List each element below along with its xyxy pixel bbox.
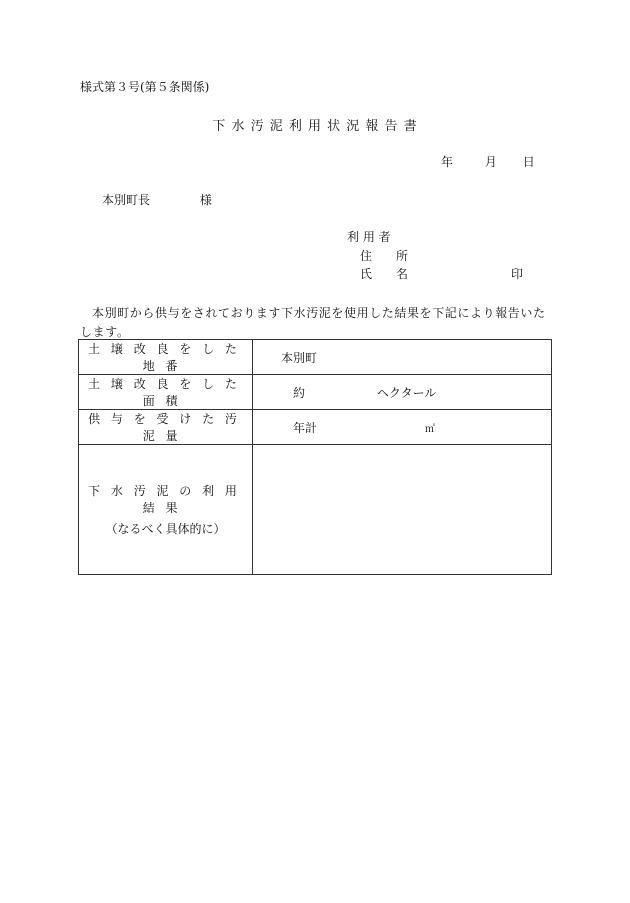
row-label-sludge-amount: 供与を受けた汚泥量 (79, 410, 253, 445)
row-label-lot-number: 土壌改良をした地番 (79, 340, 253, 375)
date-month-label: 月 (484, 155, 497, 169)
table-row (79, 410, 552, 445)
table-row (79, 445, 552, 575)
usage-result-note: （なるべく具体的に） (105, 522, 226, 536)
seal-mark: 印 (511, 267, 524, 281)
table-row (79, 340, 552, 375)
row-label-usage-result (79, 445, 253, 575)
row-label-area: 土壌改良をした面積 (79, 375, 253, 410)
table-row (79, 375, 552, 410)
area-unit: ヘクタール (376, 385, 437, 400)
row-value-usage-result (253, 445, 552, 575)
addressee-honorific: 様 (199, 193, 212, 207)
date-year-label: 年 (441, 155, 454, 169)
report-statement: 本別町から供与をされております下水汚泥を使用した結果を下記により報告いたします。 (80, 306, 546, 339)
applicant-name-label: 氏 名 (360, 267, 409, 281)
lot-number-value: 本別町 (281, 350, 318, 365)
date-line (441, 156, 535, 168)
row-value-sludge-amount (253, 410, 552, 445)
row-value-area (253, 375, 552, 410)
usage-result-label: 下水汚泥の利用結果 (88, 484, 248, 515)
area-prefix: 約 (293, 385, 306, 400)
sludge-amount-unit: ㎥ (424, 423, 435, 435)
applicant-address-label: 住 所 (360, 249, 409, 263)
addressee (102, 194, 212, 206)
sludge-amount-prefix: 年計 (293, 420, 318, 435)
document-title: 下 水 汚 泥 利 用 状 況 報 告 書 (212, 119, 418, 134)
form-number: 様式第３号(第５条関係) (80, 80, 210, 94)
applicant-heading: 利 用 者 (347, 230, 391, 244)
date-day-label: 日 (522, 155, 535, 169)
row-value-lot-number (253, 340, 552, 375)
report-table (78, 339, 552, 575)
addressee-name: 本別町長 (102, 193, 151, 207)
